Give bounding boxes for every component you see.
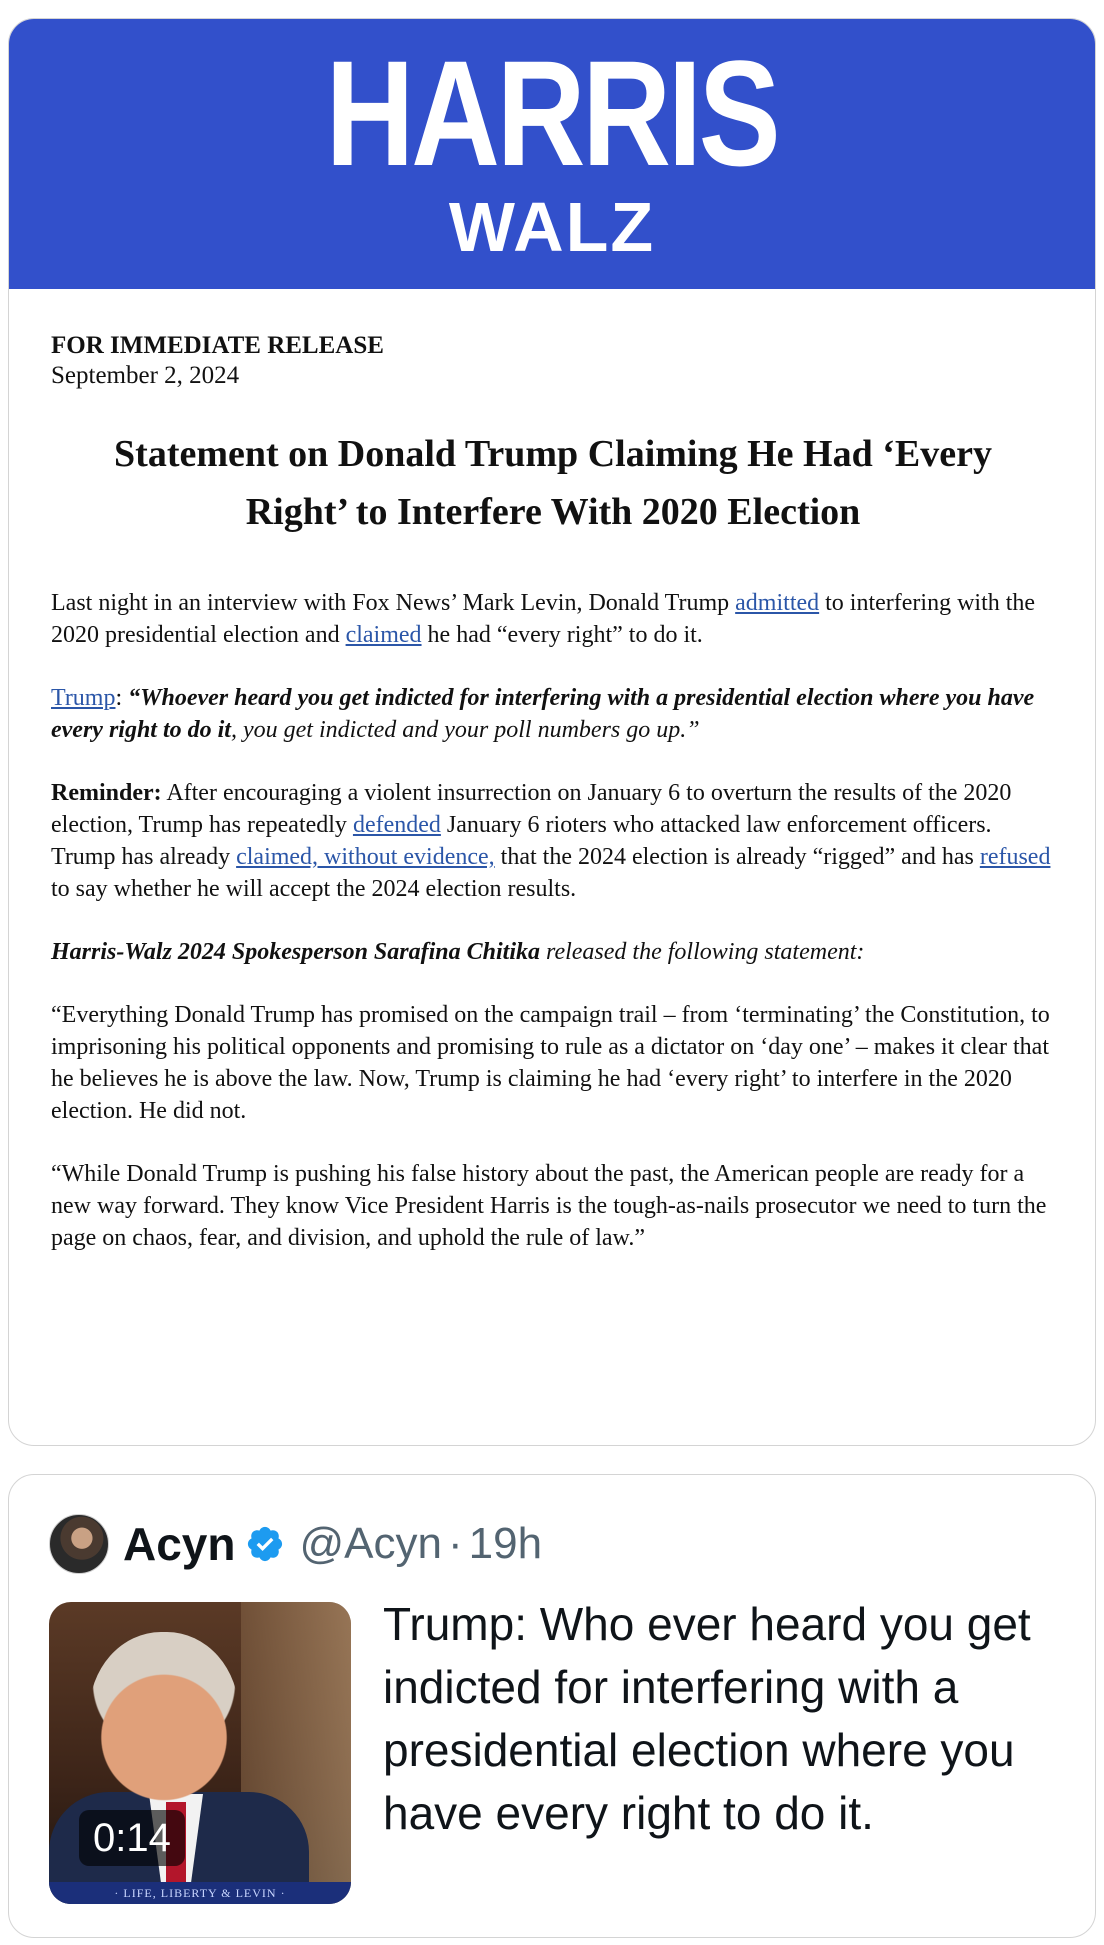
timestamp[interactable]: 19h xyxy=(468,1519,543,1568)
text: January 6 rioters who attacked law enforcement officers. Trump has already xyxy=(51,812,992,870)
separator: · xyxy=(447,1519,463,1568)
paragraph-intro xyxy=(51,587,1055,651)
thumbnail-head xyxy=(89,1632,239,1802)
logo-harris: HARRIS xyxy=(326,29,778,197)
video-duration: 0:14 xyxy=(79,1810,185,1866)
release-label: FOR IMMEDIATE RELEASE xyxy=(51,332,384,359)
paragraph-trump-quote xyxy=(51,682,1055,746)
bold-quote: “Whoever heard you get indicted for interfering with a presidential election where you have every right to do it xyxy=(51,685,1035,743)
campaign-banner xyxy=(9,19,1095,289)
paragraph-spokesperson xyxy=(51,936,1055,968)
text: : xyxy=(115,685,129,711)
text: After encouraging a violent insurrection on January 6 to overturn the results of the 2020 election, Trump has repeatedly xyxy=(51,780,1012,838)
video-ticker: · LIFE, LIBERTY & LEVIN · xyxy=(49,1882,351,1904)
link-claimed-without-evidence[interactable]: claimed, without evidence, xyxy=(236,844,495,870)
text: Last night in an interview with Fox News’ Mark Levin, Donald Trump xyxy=(51,590,736,616)
verified-badge-icon xyxy=(245,1524,285,1564)
text: to interfering with the 2020 presidential election and xyxy=(51,590,1036,648)
text: he had “every right” to do it. xyxy=(421,622,703,648)
italic-quote: , you get indicted and your poll numbers go up.” xyxy=(230,717,700,743)
tweet-header xyxy=(49,1513,542,1575)
text: to say whether he will accept the 2024 election results. xyxy=(51,876,577,902)
display-name[interactable]: Acyn xyxy=(123,1518,236,1570)
logo-walz: WALZ xyxy=(448,188,656,266)
spokesperson-name: Harris-Walz 2024 Spokesperson Sarafina Chitika xyxy=(51,939,540,965)
quoted-tweet[interactable] xyxy=(8,1474,1096,1938)
video-thumbnail[interactable] xyxy=(49,1602,351,1904)
link-defended[interactable]: defended xyxy=(352,812,441,838)
paragraph-statement-1: “Everything Donald Trump has promised on the campaign trail – from ‘terminating’ the Constitution, to imprisoning his political opponents and promising to rule as a dictator on ‘day one’ – makes it clear that he believes he is above the law. Now, Trump is claiming he had ‘every right’ to interfere in the 2020 election. He did not. xyxy=(51,1002,1050,1124)
release-date: September 2, 2024 xyxy=(51,362,240,389)
tweet-text: Trump: Who ever heard you get indicted for interfering with a presidential election where you have every right to do it. xyxy=(383,1598,1031,1839)
release-headline: Statement on Donald Trump Claiming He Had ‘Every Right’ to Interfere With 2020 Election xyxy=(114,433,992,533)
link-admitted[interactable]: admitted xyxy=(735,590,820,616)
paragraph-statement-2: “While Donald Trump is pushing his false history about the past, the American people are ready for a new way forward. They know Vice President Harris is the tough-as-nails prosecutor we need to turn the page on chaos, fear, and division, and uphold the rule of law.” xyxy=(51,1161,1047,1251)
avatar[interactable] xyxy=(49,1514,109,1574)
link-trump[interactable]: Trump xyxy=(51,685,116,711)
paragraph-reminder xyxy=(51,777,1055,905)
release-document xyxy=(9,331,1095,1254)
text: that the 2024 election is already “rigged” and has xyxy=(494,844,980,870)
handle[interactable]: @Acyn xyxy=(299,1519,442,1568)
link-refused[interactable]: refused xyxy=(979,844,1051,870)
reminder-label: Reminder: xyxy=(51,780,162,806)
link-claimed[interactable]: claimed xyxy=(345,622,422,648)
text: released the following statement: xyxy=(540,939,865,965)
press-release-image xyxy=(8,18,1096,1446)
